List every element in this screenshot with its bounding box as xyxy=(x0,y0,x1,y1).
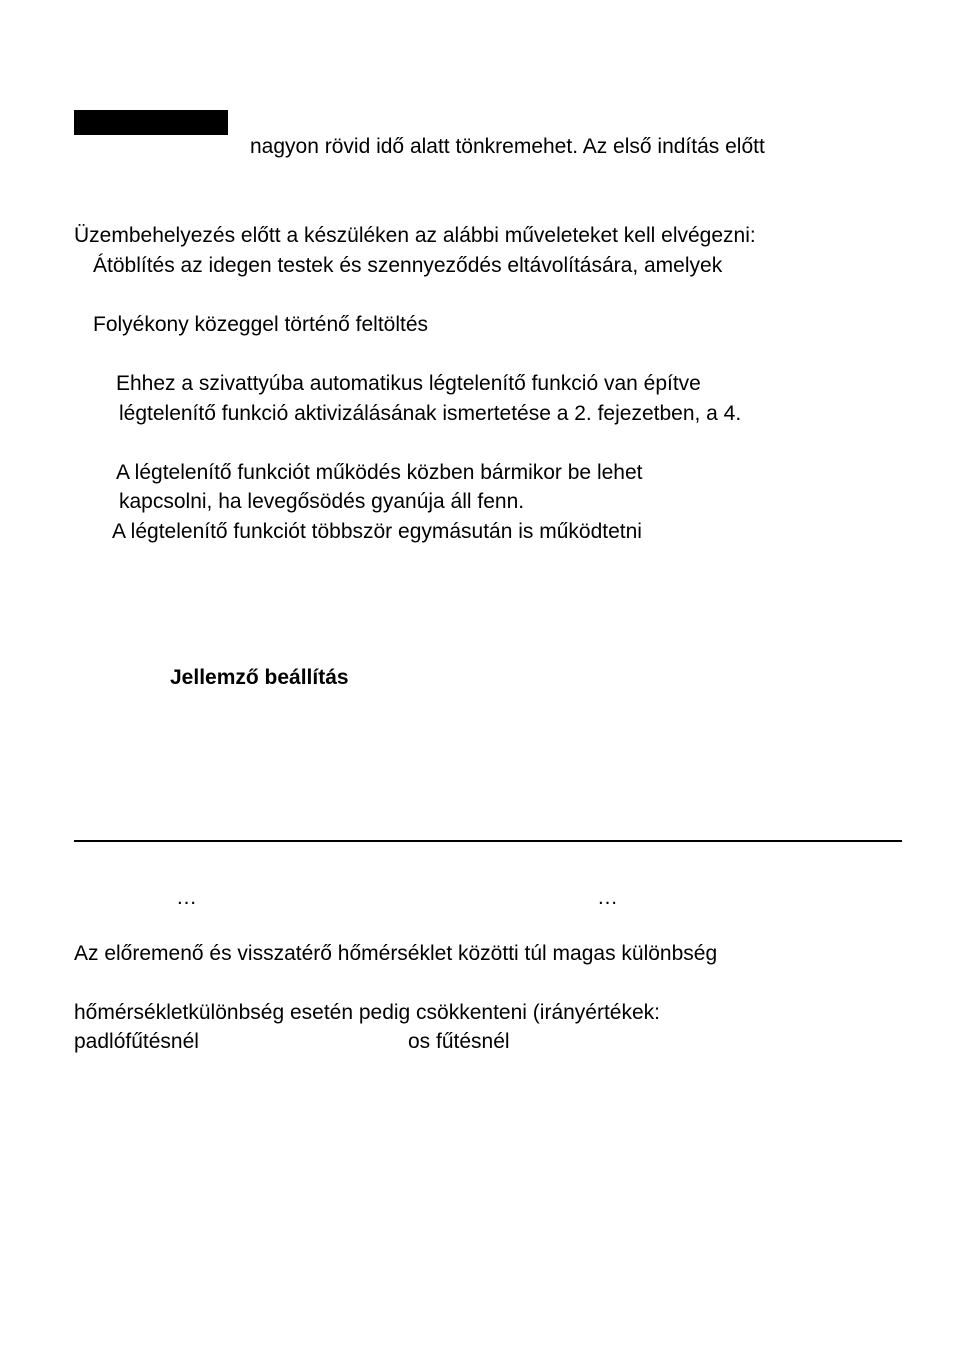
text-line: hőmérsékletkülönbség esetén pedig csökkenteni (irányértékek: xyxy=(74,1001,661,1024)
text-line: nagyon rövid idő alatt tönkremehet. Az első indítás előtt xyxy=(250,135,765,158)
ellipsis-right: … xyxy=(597,886,618,909)
redaction-bar xyxy=(74,110,228,135)
text-line: Átöblítés az idegen testek és szennyeződés eltávolítására, amelyek xyxy=(93,254,723,277)
text-line: os fűtésnél xyxy=(408,1030,510,1053)
text-line: kapcsolni, ha levegősödés gyanúja áll fenn. xyxy=(119,490,525,513)
text-line: Az előremenő és visszatérő hőmérséklet közötti túl magas különbség xyxy=(74,942,718,965)
text-line: légtelenítő funkció aktivizálásának ismertetése a 2. fejezetben, a 4. xyxy=(119,402,742,425)
text-line: Folyékony közeggel történő feltöltés xyxy=(93,313,429,336)
section-heading: Jellemző beállítás xyxy=(170,666,349,689)
text-line: A légtelenítő funkciót többször egymásután is működtetni xyxy=(112,520,642,543)
text-line: Üzembehelyezés előtt a készüléken az alábbi műveleteket kell elvégezni: xyxy=(74,224,756,247)
text-line: padlófűtésnél xyxy=(74,1030,199,1053)
ellipsis-left: … xyxy=(176,886,197,909)
text-line: Ehhez a szivattyúba automatikus légtelenítő funkció van építve xyxy=(116,372,701,395)
horizontal-rule xyxy=(74,840,902,842)
text-line: A légtelenítő funkciót működés közben bármikor be lehet xyxy=(116,461,643,484)
